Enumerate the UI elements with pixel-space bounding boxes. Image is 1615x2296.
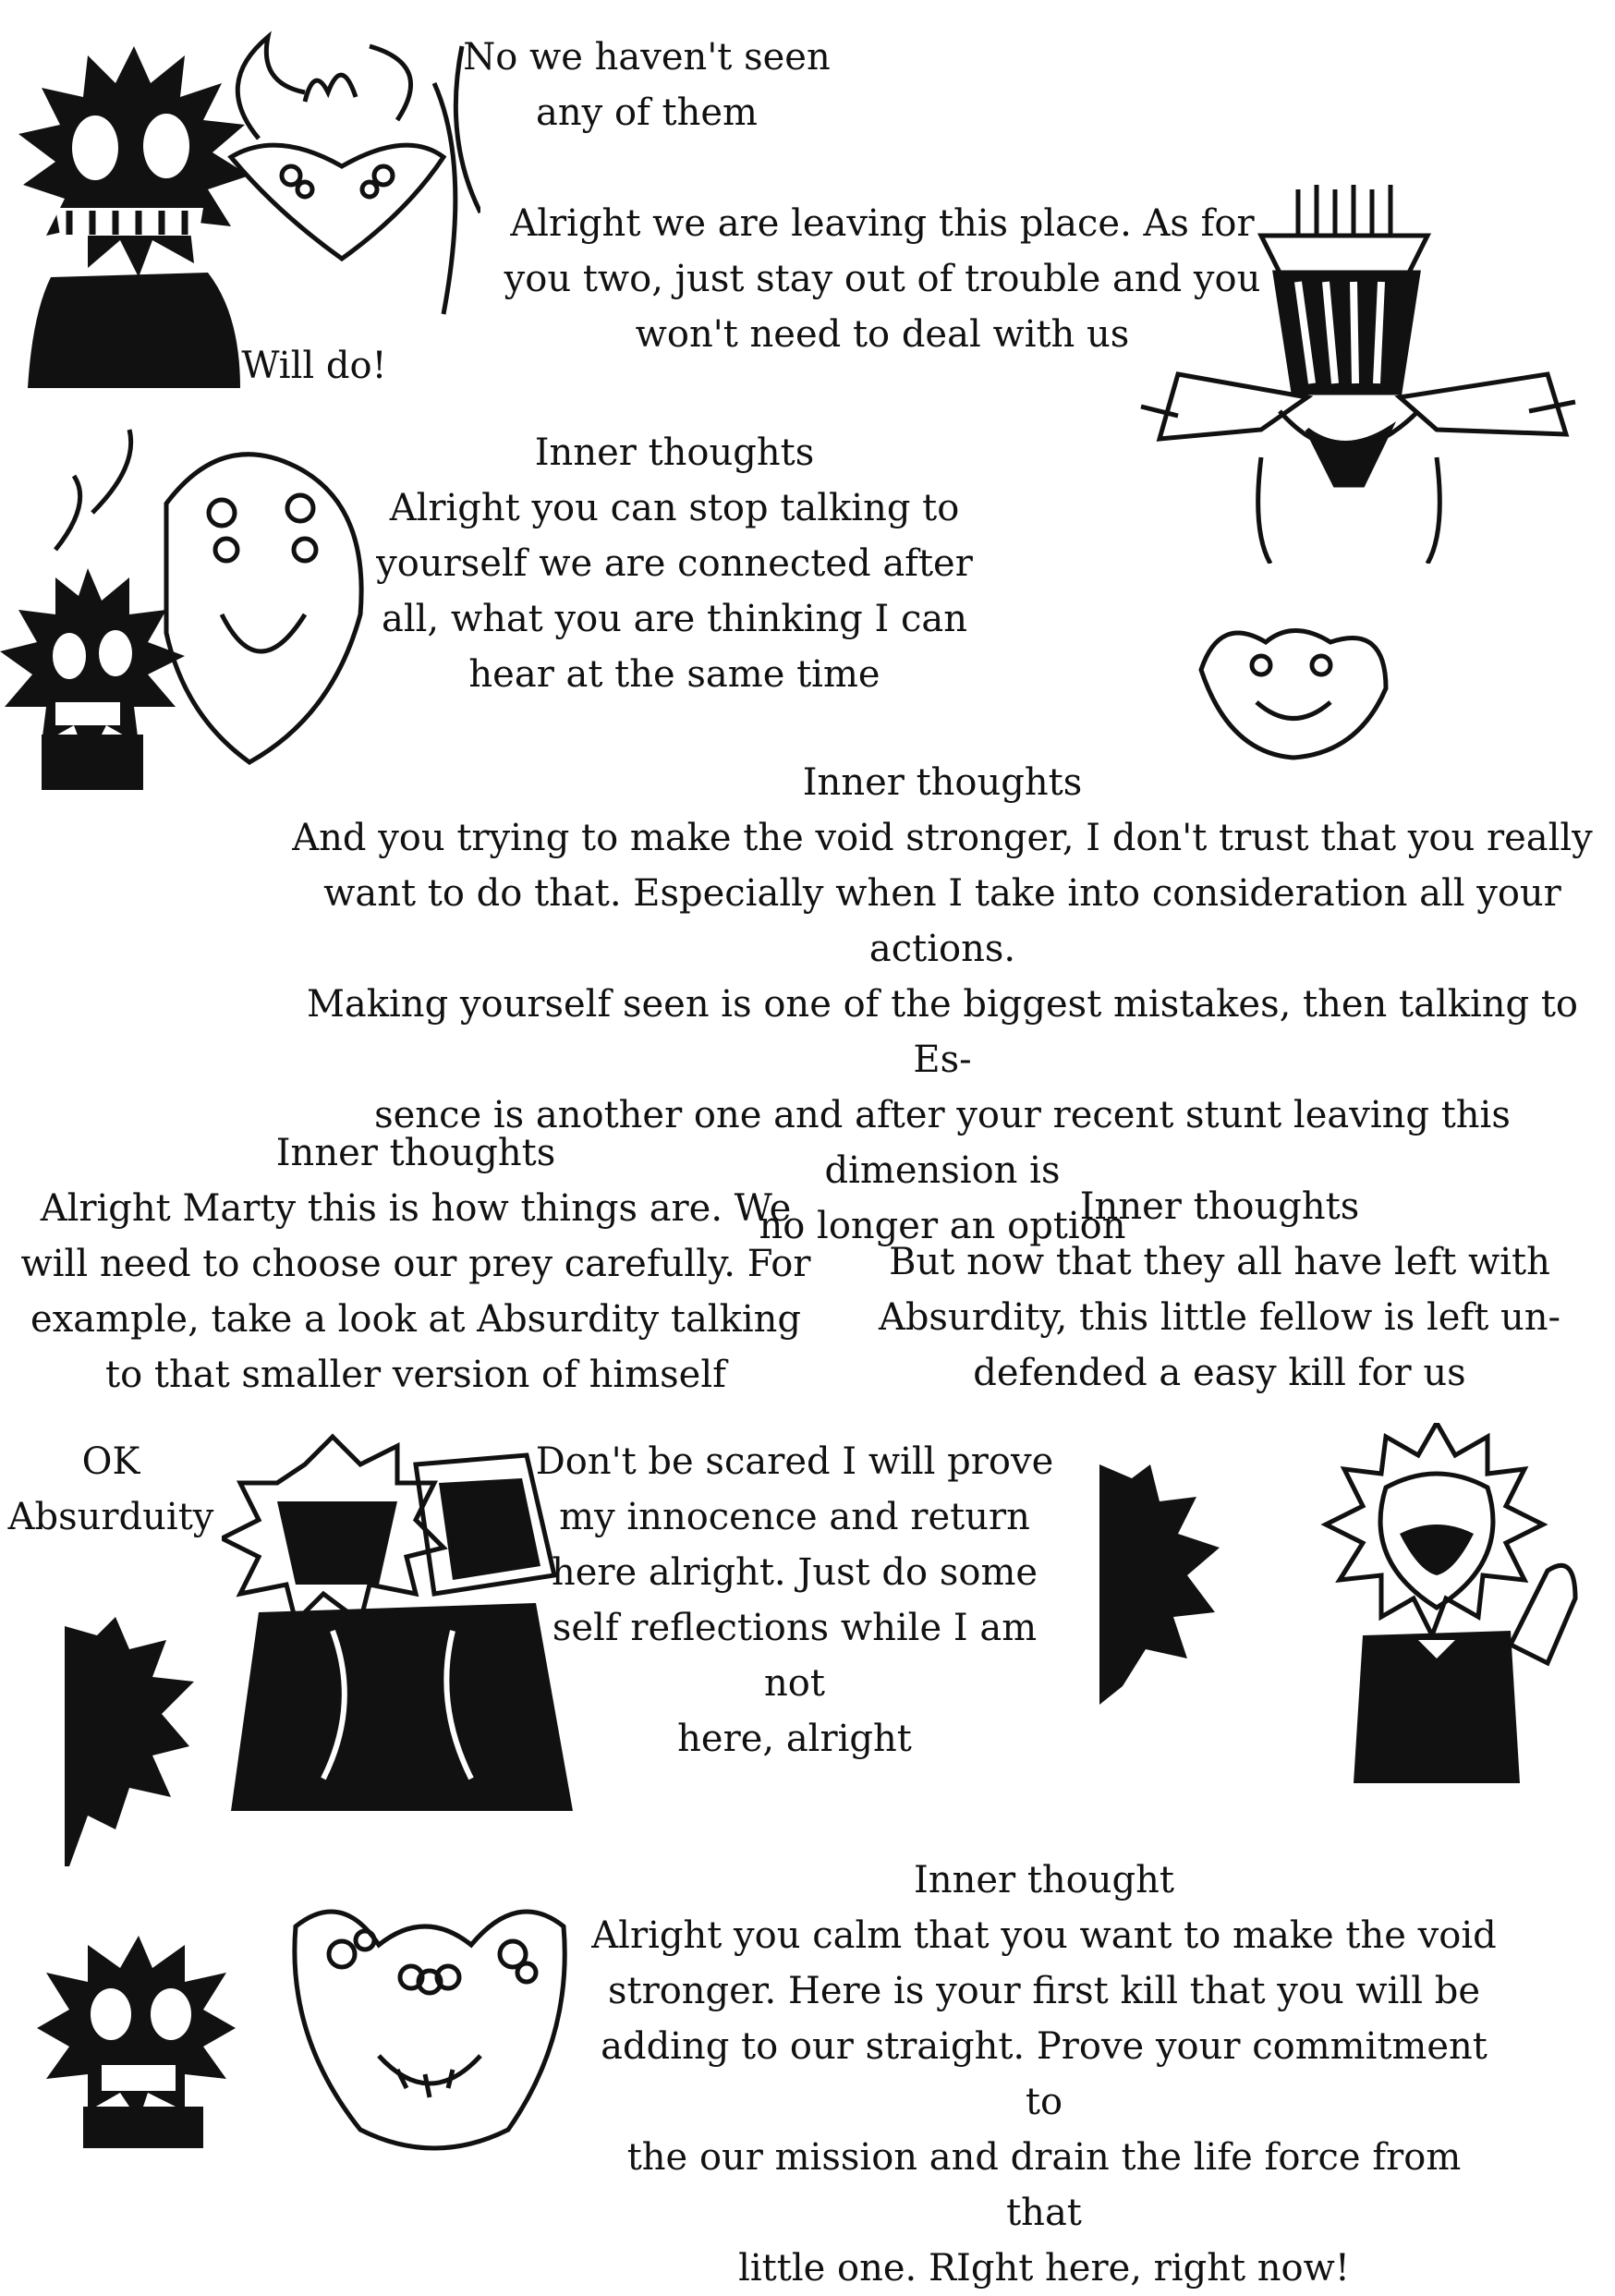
- flame-eyes-creature-illustration: [203, 28, 480, 323]
- absurdity-and-small-self-illustration: [222, 1427, 573, 1811]
- dark-spiky-figure-right-illustration: [1095, 1464, 1224, 1705]
- small-absurdity-illustration: [1298, 1423, 1585, 1783]
- dialogue-dont-be-scared: Don't be scared I will prove my innocence and return here alright. Just do some self reflections while I am not here, alright: [535, 1440, 1054, 1760]
- spiky-creature-bottom-illustration: [37, 1936, 240, 2148]
- crowned-creature-illustration: [1123, 180, 1585, 564]
- small-flame-creature-illustration: [1183, 614, 1404, 762]
- inner-thoughts-choose-prey: Inner thoughts Alright Marty this is how things are. We will need to choose our prey carefully. For example, take a look at Absurdity talking to that smaller version of himself: [20, 1132, 811, 1396]
- dialogue-no-we-havent-seen: No we haven't seen any of them: [463, 36, 831, 134]
- inner-thoughts-void-stronger: Inner thoughts And you trying to make the void stronger, I don't trust that you really want to do that. Especially when I take into consideration all your actions. Making yourself seen is one of the biggest mistakes, then talking to Es- sence is another one and after your recent stunt leaving this dimension is no longer an option: [292, 761, 1593, 1247]
- inner-thoughts-connected: Inner thoughts Alright you can stop talking to yourself we are connected after all, what you are thinking I can hear at the same time: [376, 431, 973, 696]
- inner-thought-first-kill: Inner thought Alright you calm that you want to make the void stronger. Here is your first kill that you will be adding to our straight. Prove your commitment to the our mission and drain the life force from that little one. RIght here, right now!: [591, 1859, 1497, 2290]
- dark-spiky-figure-left-illustration: [60, 1617, 199, 1866]
- flame-eyes-creature-bottom-illustration: [277, 1889, 582, 2167]
- inner-thoughts-easy-kill: Inner thoughts But now that they all have left with Absurdity, this little fellow is left un- defended a easy kill for us: [878, 1185, 1561, 1394]
- dialogue-alright-we-are-leaving: Alright we are leaving this place. As for you two, just stay out of trouble and you won't need to deal with us: [504, 202, 1261, 356]
- dialogue-ok-absurduity: OK Absurduity: [7, 1440, 214, 1538]
- dialogue-will-do: Will do!: [241, 345, 387, 387]
- spiky-and-flame-creatures-illustration: [0, 411, 388, 790]
